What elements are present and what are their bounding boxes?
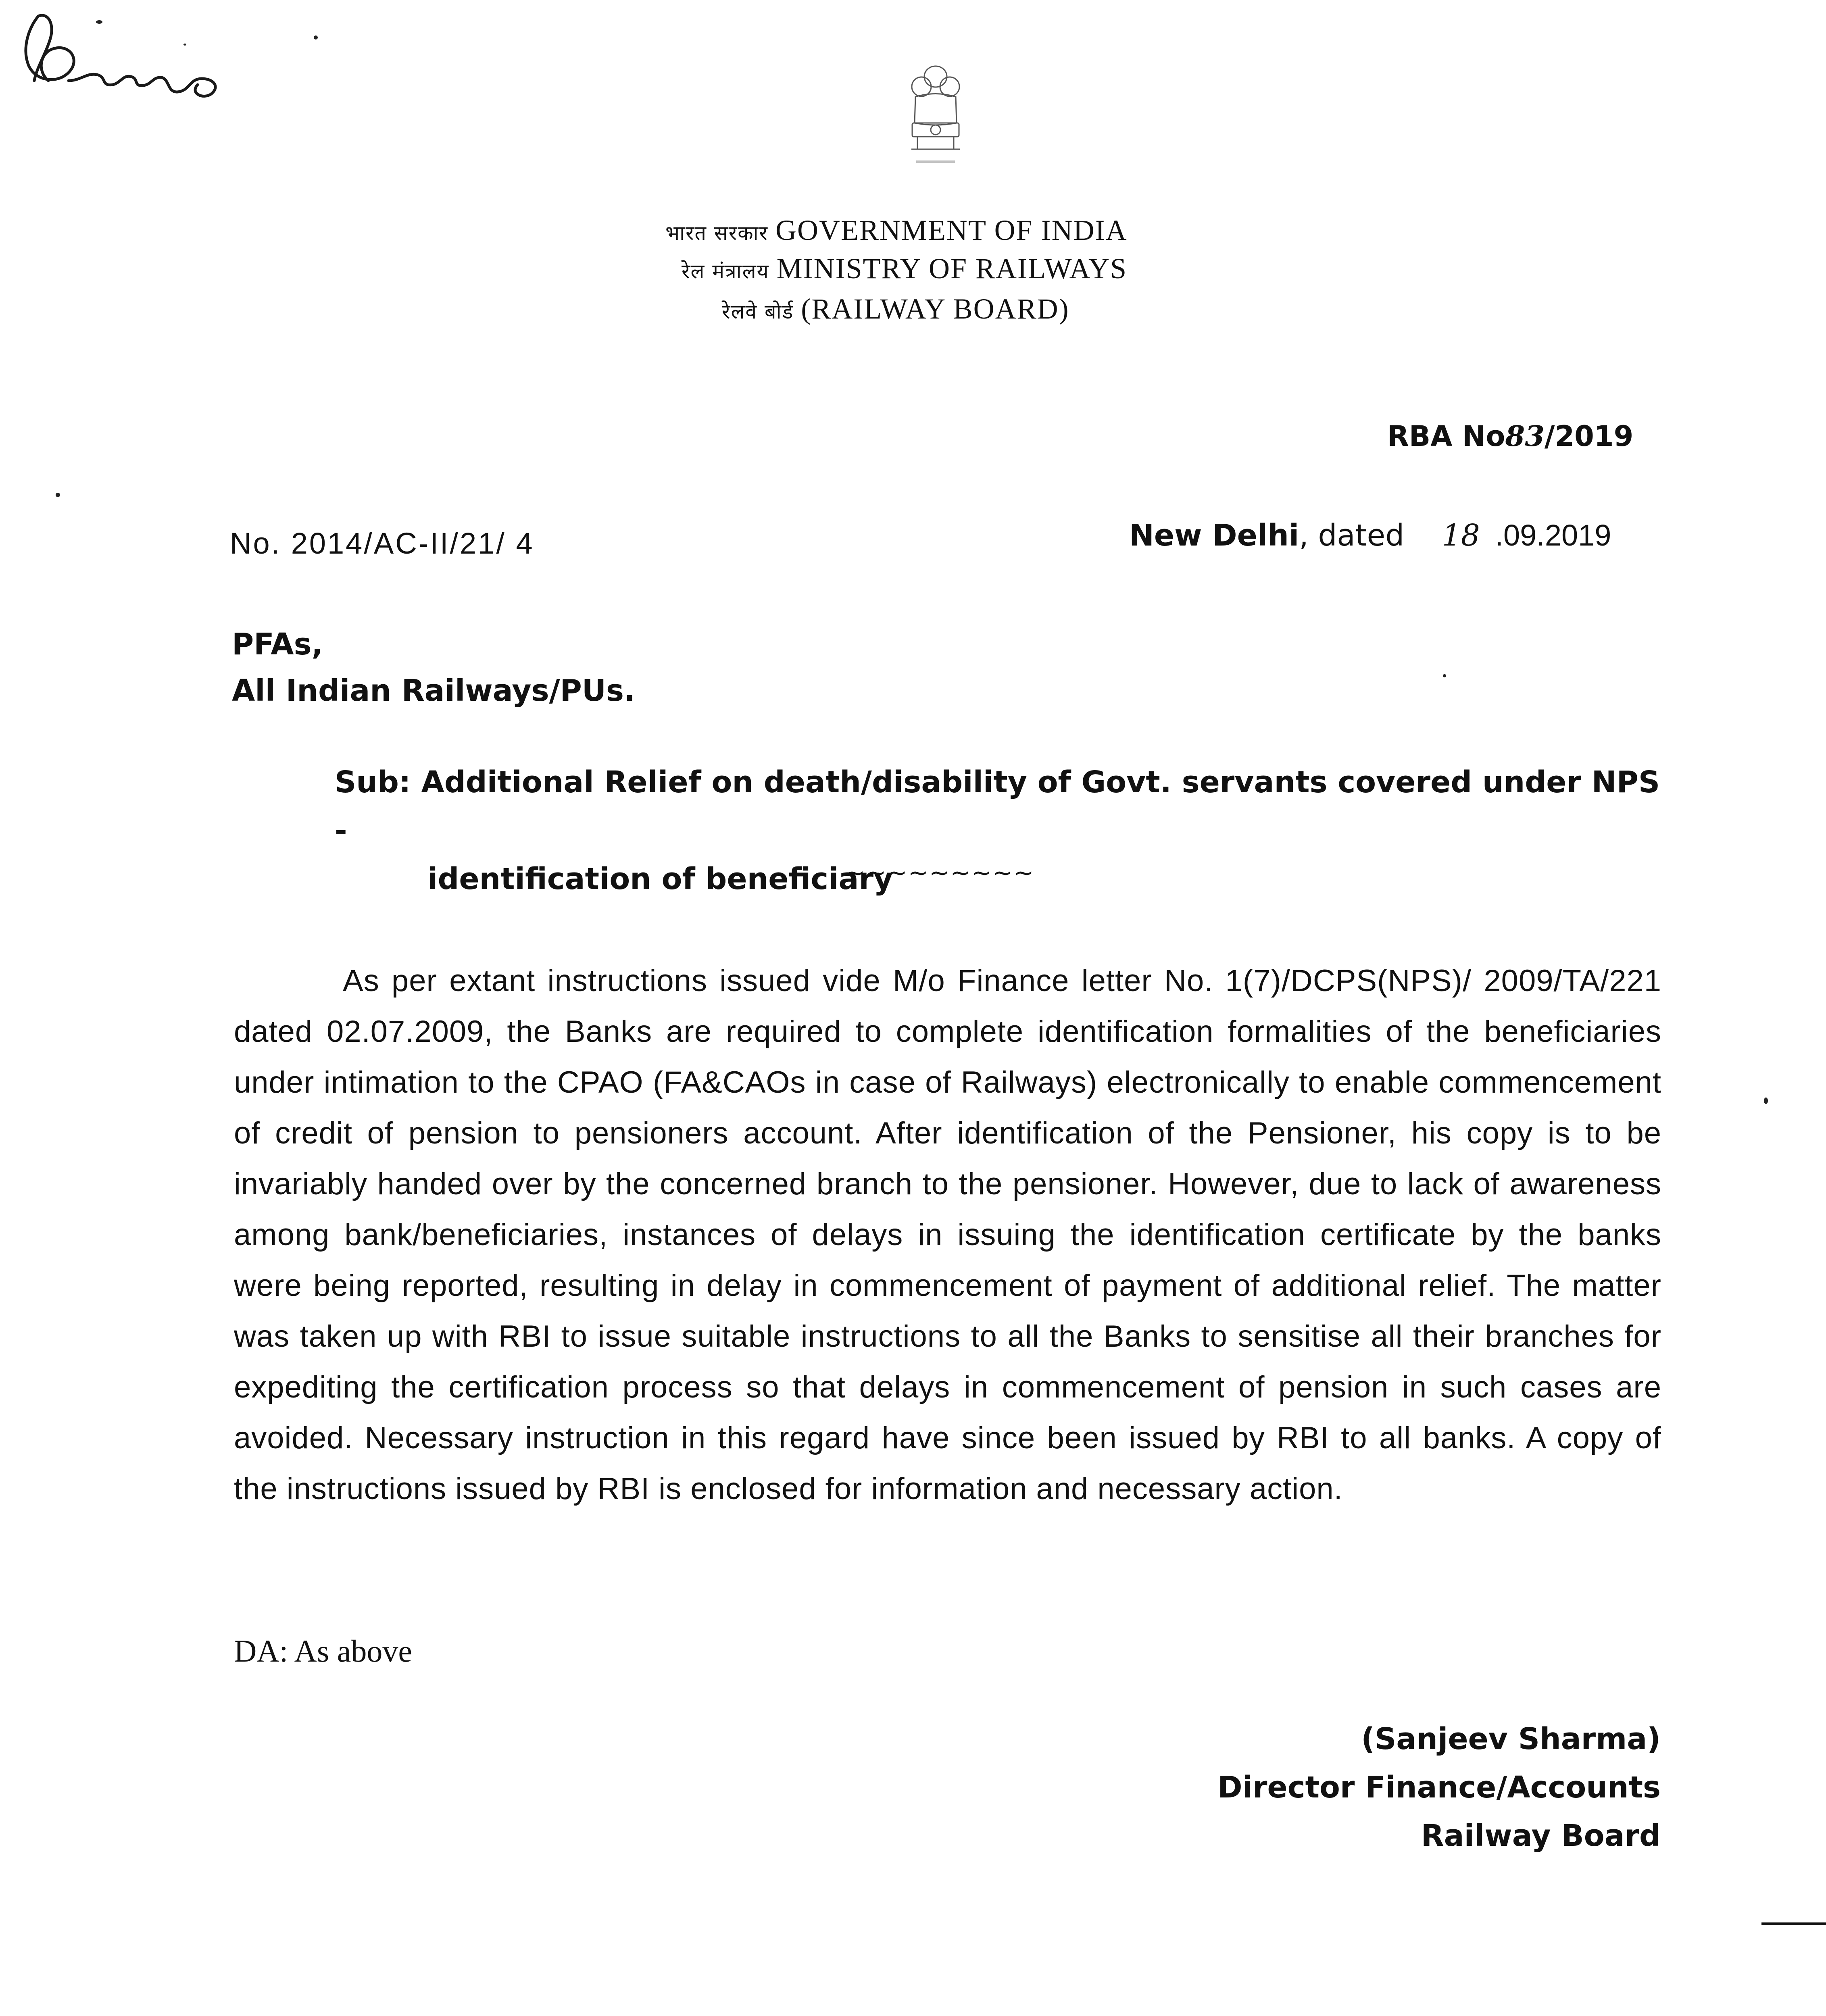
subject-tilde-rule: ~~~~~~~~~	[845, 859, 1035, 887]
rba-suffix: /2019	[1544, 420, 1634, 453]
scan-speck	[1764, 1098, 1768, 1104]
date-month-year: .09.2019	[1495, 519, 1611, 552]
subject-line-1: Additional Relief on death/disability of Govt. servants covered under NPS -	[335, 765, 1660, 848]
scan-speck	[314, 35, 318, 40]
rba-number-handwritten: 83	[1505, 419, 1545, 453]
signatory-office: Railway Board	[1421, 1818, 1661, 1853]
header-line-ministry	[682, 252, 1127, 285]
header-english-ministry: MINISTRY OF RAILWAYS	[776, 252, 1128, 285]
letter-number: No. 2014/AC-II/21/ 4	[230, 527, 534, 560]
date-day-handwritten: 18	[1442, 518, 1480, 553]
scan-speck	[56, 493, 60, 497]
rba-number	[1387, 419, 1633, 453]
header-english-board: (RAILWAY BOARD)	[801, 293, 1069, 325]
header-hindi-government: भारत सरकार	[665, 221, 768, 245]
ashoka-emblem-icon	[887, 52, 984, 181]
header-line-board	[722, 292, 1069, 326]
header-hindi-ministry: रेल मंत्रालय	[682, 260, 769, 283]
header-line-government	[665, 214, 1128, 247]
addressee-line-2: All Indian Railways/PUs.	[232, 673, 636, 708]
signatory-name: (Sanjeev Sharma)	[1361, 1722, 1661, 1756]
signatory-designation: Director Finance/Accounts	[1217, 1770, 1661, 1805]
subject-line-2: identification of beneficiary	[427, 862, 893, 896]
scan-speck	[96, 20, 102, 24]
enclosure-note: DA: As above	[234, 1633, 412, 1668]
dated-label: , dated	[1299, 518, 1405, 553]
header-hindi-board: रेलवे बोर्ड	[722, 300, 794, 323]
scan-speck	[1443, 674, 1446, 677]
date-line	[1129, 518, 1611, 553]
subject-label: Sub:	[335, 765, 411, 800]
handwritten-signature	[0, 0, 258, 133]
addressee-line-1: PFAs,	[232, 627, 323, 662]
scan-speck	[183, 44, 186, 46]
place-name: New Delhi	[1129, 518, 1299, 553]
header-english-government: GOVERNMENT OF INDIA	[775, 214, 1128, 246]
body-paragraph: As per extant instructions issued vide M/o Finance letter No. 1(7)/DCPS(NPS)/ 2009/TA/221 dated 02.07.2009, the Banks are required to complete identification formalities of the beneficiaries under intimation to the CPAO (FA&CAOs in case of Railways) electronically to enable commencement of credit of pension to pensioners account. After identification of the Pensioner, his copy is to be invariably handed over by the concerned branch to the pensioner. However, due to lack of awareness among bank/beneficiaries, instances of delays in issuing the identification certificate by the banks were being reported, resulting in delay in commencement of payment of additional relief. The matter was taken up with RBI to issue suitable instructions to all the Banks to sensitise all their branches for expediting the certification process so that delays in commencement of pension in such cases are avoided. Necessary instruction in this regard have since been issued by RBI to all banks. A copy of the instructions issued by RBI is enclosed for information and necessary action.	[234, 964, 1661, 1506]
margin-rule	[1761, 1922, 1826, 1925]
rba-prefix: RBA No	[1387, 420, 1505, 453]
